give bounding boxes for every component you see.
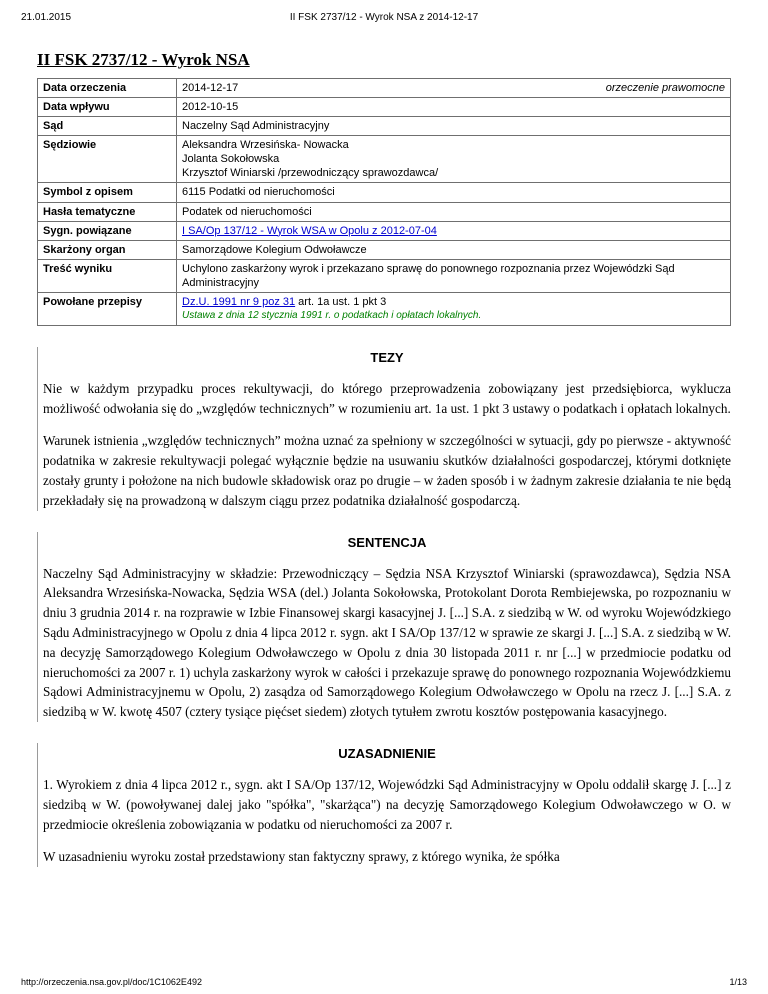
paragraph: 1. Wyrokiem z dnia 4 lipca 2012 r., sygn. akt I SA/Op 137/12, Wojewódzki Sąd Administracyjny w Opolu oddalił skargę J. [...] z siedzibą w W. (powoływanej dalej jako "spółka", "skarżąca") na decyzję Samorządowego Kolegium Odwoławczego w O. w przedmiocie określenia zobowiązania w podatku od nieruchomości za 2007 r. <box>43 776 731 832</box>
table-row-data-orzeczenia <box>38 79 731 98</box>
judge-name: Krzysztof Winiarski /przewodniczący sprawozdawca/ <box>182 167 439 180</box>
row-label: Sygn. powiązane <box>38 221 177 240</box>
row-value: Naczelny Sąd Administracyjny <box>177 117 731 136</box>
row-value: 6115 Podatki od nieruchomości <box>177 183 731 202</box>
table-row-skarzony-organ <box>38 240 731 259</box>
legal-basis-line <box>182 295 725 309</box>
page-number: 1/13 <box>729 977 747 987</box>
print-header-title: II FSK 2737/12 - Wyrok NSA z 2014-12-17 <box>289 12 479 23</box>
row-value: Podatek od nieruchomości <box>177 202 731 221</box>
table-row-sygn-powiazane <box>38 221 731 240</box>
paragraph: W uzasadnieniu wyroku został przedstawiony stan faktyczny sprawy, z którego wynika, że spółka <box>43 849 560 865</box>
row-label: Hasła tematyczne <box>38 202 177 221</box>
row-label: Symbol z opisem <box>38 183 177 202</box>
row-label: Sąd <box>38 117 177 136</box>
row-value: 2012-10-15 <box>177 98 731 117</box>
print-footer <box>21 977 747 987</box>
final-judgment-note: orzeczenie prawomocne <box>605 82 725 94</box>
page-title: II FSK 2737/12 - Wyrok NSA <box>37 50 250 69</box>
related-case-link[interactable]: I SA/Op 137/12 - Wyrok WSA w Opolu z 2012-07-04 <box>182 224 437 237</box>
row-label: Skarżony organ <box>38 240 177 259</box>
section-tezy <box>37 347 731 511</box>
legal-article-ref: art. 1a ust. 1 pkt 3 <box>295 295 387 308</box>
judge-name: Aleksandra Wrzesińska- Nowacka <box>182 139 349 152</box>
row-label: Sędziowie <box>38 136 177 183</box>
row-value <box>177 136 731 183</box>
row-label: Data wpływu <box>38 98 177 117</box>
legal-act-link[interactable]: Dz.U. 1991 nr 9 poz 31 <box>182 295 296 308</box>
document-content <box>37 50 731 867</box>
table-row-symbol <box>38 183 731 202</box>
table-row-data-wplywu <box>38 98 731 117</box>
row-value <box>177 292 731 325</box>
row-label: Powołane przepisy <box>38 292 177 325</box>
row-label: Data orzeczenia <box>38 79 177 98</box>
row-value: Uchylono zaskarżony wyrok i przekazano sprawę do ponownego rozpoznania przez Wojewódzki Sąd Administracyjny <box>177 259 731 292</box>
row-value <box>177 221 731 240</box>
print-date: 21.01.2015 <box>21 12 72 23</box>
table-row-tresc-wyniku <box>38 259 731 292</box>
row-value: Samorządowe Kolegium Odwoławcze <box>177 240 731 259</box>
statute-description: Ustawa z dnia 12 stycznia 1991 r. o podatkach i opłatach lokalnych. <box>182 310 482 322</box>
section-heading-tezy: TEZY <box>370 349 404 365</box>
table-row-sad <box>38 117 731 136</box>
section-heading-uzasadnienie: UZASADNIENIE <box>338 745 436 761</box>
row-value <box>177 79 731 98</box>
metadata-table <box>37 78 731 326</box>
source-url: http://orzeczenia.nsa.gov.pl/doc/1C1062E492 <box>21 977 202 987</box>
section-sentencja <box>37 532 731 722</box>
paragraph: Warunek istnienia „względów technicznych” można uznać za spełniony w szczególności w sytuacji, gdy po pierwsze - aktywność podatnika w zakresie rekultywacji polegać wyłącznie będzie na usuwaniu skutków działalności gospodarczej, którymi dotknięte zostały grunty i położone na nich budowle składowisk oraz po drugie – w żaden sposób i w żadnym zakresie działania te nie będą przekładały się na prowadzoną w dalszym ciągu przez podatnika działalność gospodarczą. <box>43 433 731 508</box>
paragraph: Nie w każdym przypadku proces rekultywacji, do którego przeprowadzenia zobowiązany jest przedsiębiorca, wyklucza możliwość odwołania się do „względów technicznych” w rozumieniu art. 1a ust. 1 pkt 3 ustawy o podatkach i opłatach lokalnych. <box>43 380 731 416</box>
print-header <box>0 0 768 34</box>
decision-date: 2014-12-17 <box>182 82 239 94</box>
row-label: Treść wyniku <box>38 259 177 292</box>
section-uzasadnienie <box>37 743 731 867</box>
table-row-powolane-przepisy <box>38 292 731 325</box>
table-row-sedziowie <box>38 136 731 183</box>
section-heading-sentencja: SENTENCJA <box>347 534 427 550</box>
table-row-hasla <box>38 202 731 221</box>
judge-name: Jolanta Sokołowska <box>182 153 280 166</box>
paragraph: Naczelny Sąd Administracyjny w składzie: Przewodniczący – Sędzia NSA Krzysztof Winiarski (sprawozdawca), Sędzia NSA Aleksandra Wrzesińska-Nowacka, Sędzia WSA (del.) Jolanta Sokołowska, Protokolant Dorota Rembiejewska, po rozpoznaniu w dniu 3 grudnia 2014 r. na rozprawie w Izbie Finansowej skargi kasacyjnej J. [...] S.A. z siedzibą w W. od wyroku Wojewódzkiego Sądu Administracyjnego w Opolu z dnia 4 lipca 2012 r. sygn. akt I SA/Op 137/12 w sprawie ze skargi J. [...] S.A. z siedzibą w W. na decyzję Samorządowego Kolegium Odwoławczego w Opolu z dnia 30 listopada 2011 r. nr [...] w przedmiocie podatku od nieruchomości za 2007 r. 1) uchyla zaskarżony wyrok w całości i przekazuje sprawę do ponownego rozpoznania Wojewódzkiemu Sądowi Administracyjnemu w Opolu, 2) zasądza od Samorządowego Kolegium Odwoławczego w Opolu na rzecz J. [...] S.A. z siedzibą w W. kwotę 4507 (cztery tysiące pięćset siedem) złotych tytułem zwrotu kosztów postępowania kasacyjnego. <box>43 565 731 720</box>
